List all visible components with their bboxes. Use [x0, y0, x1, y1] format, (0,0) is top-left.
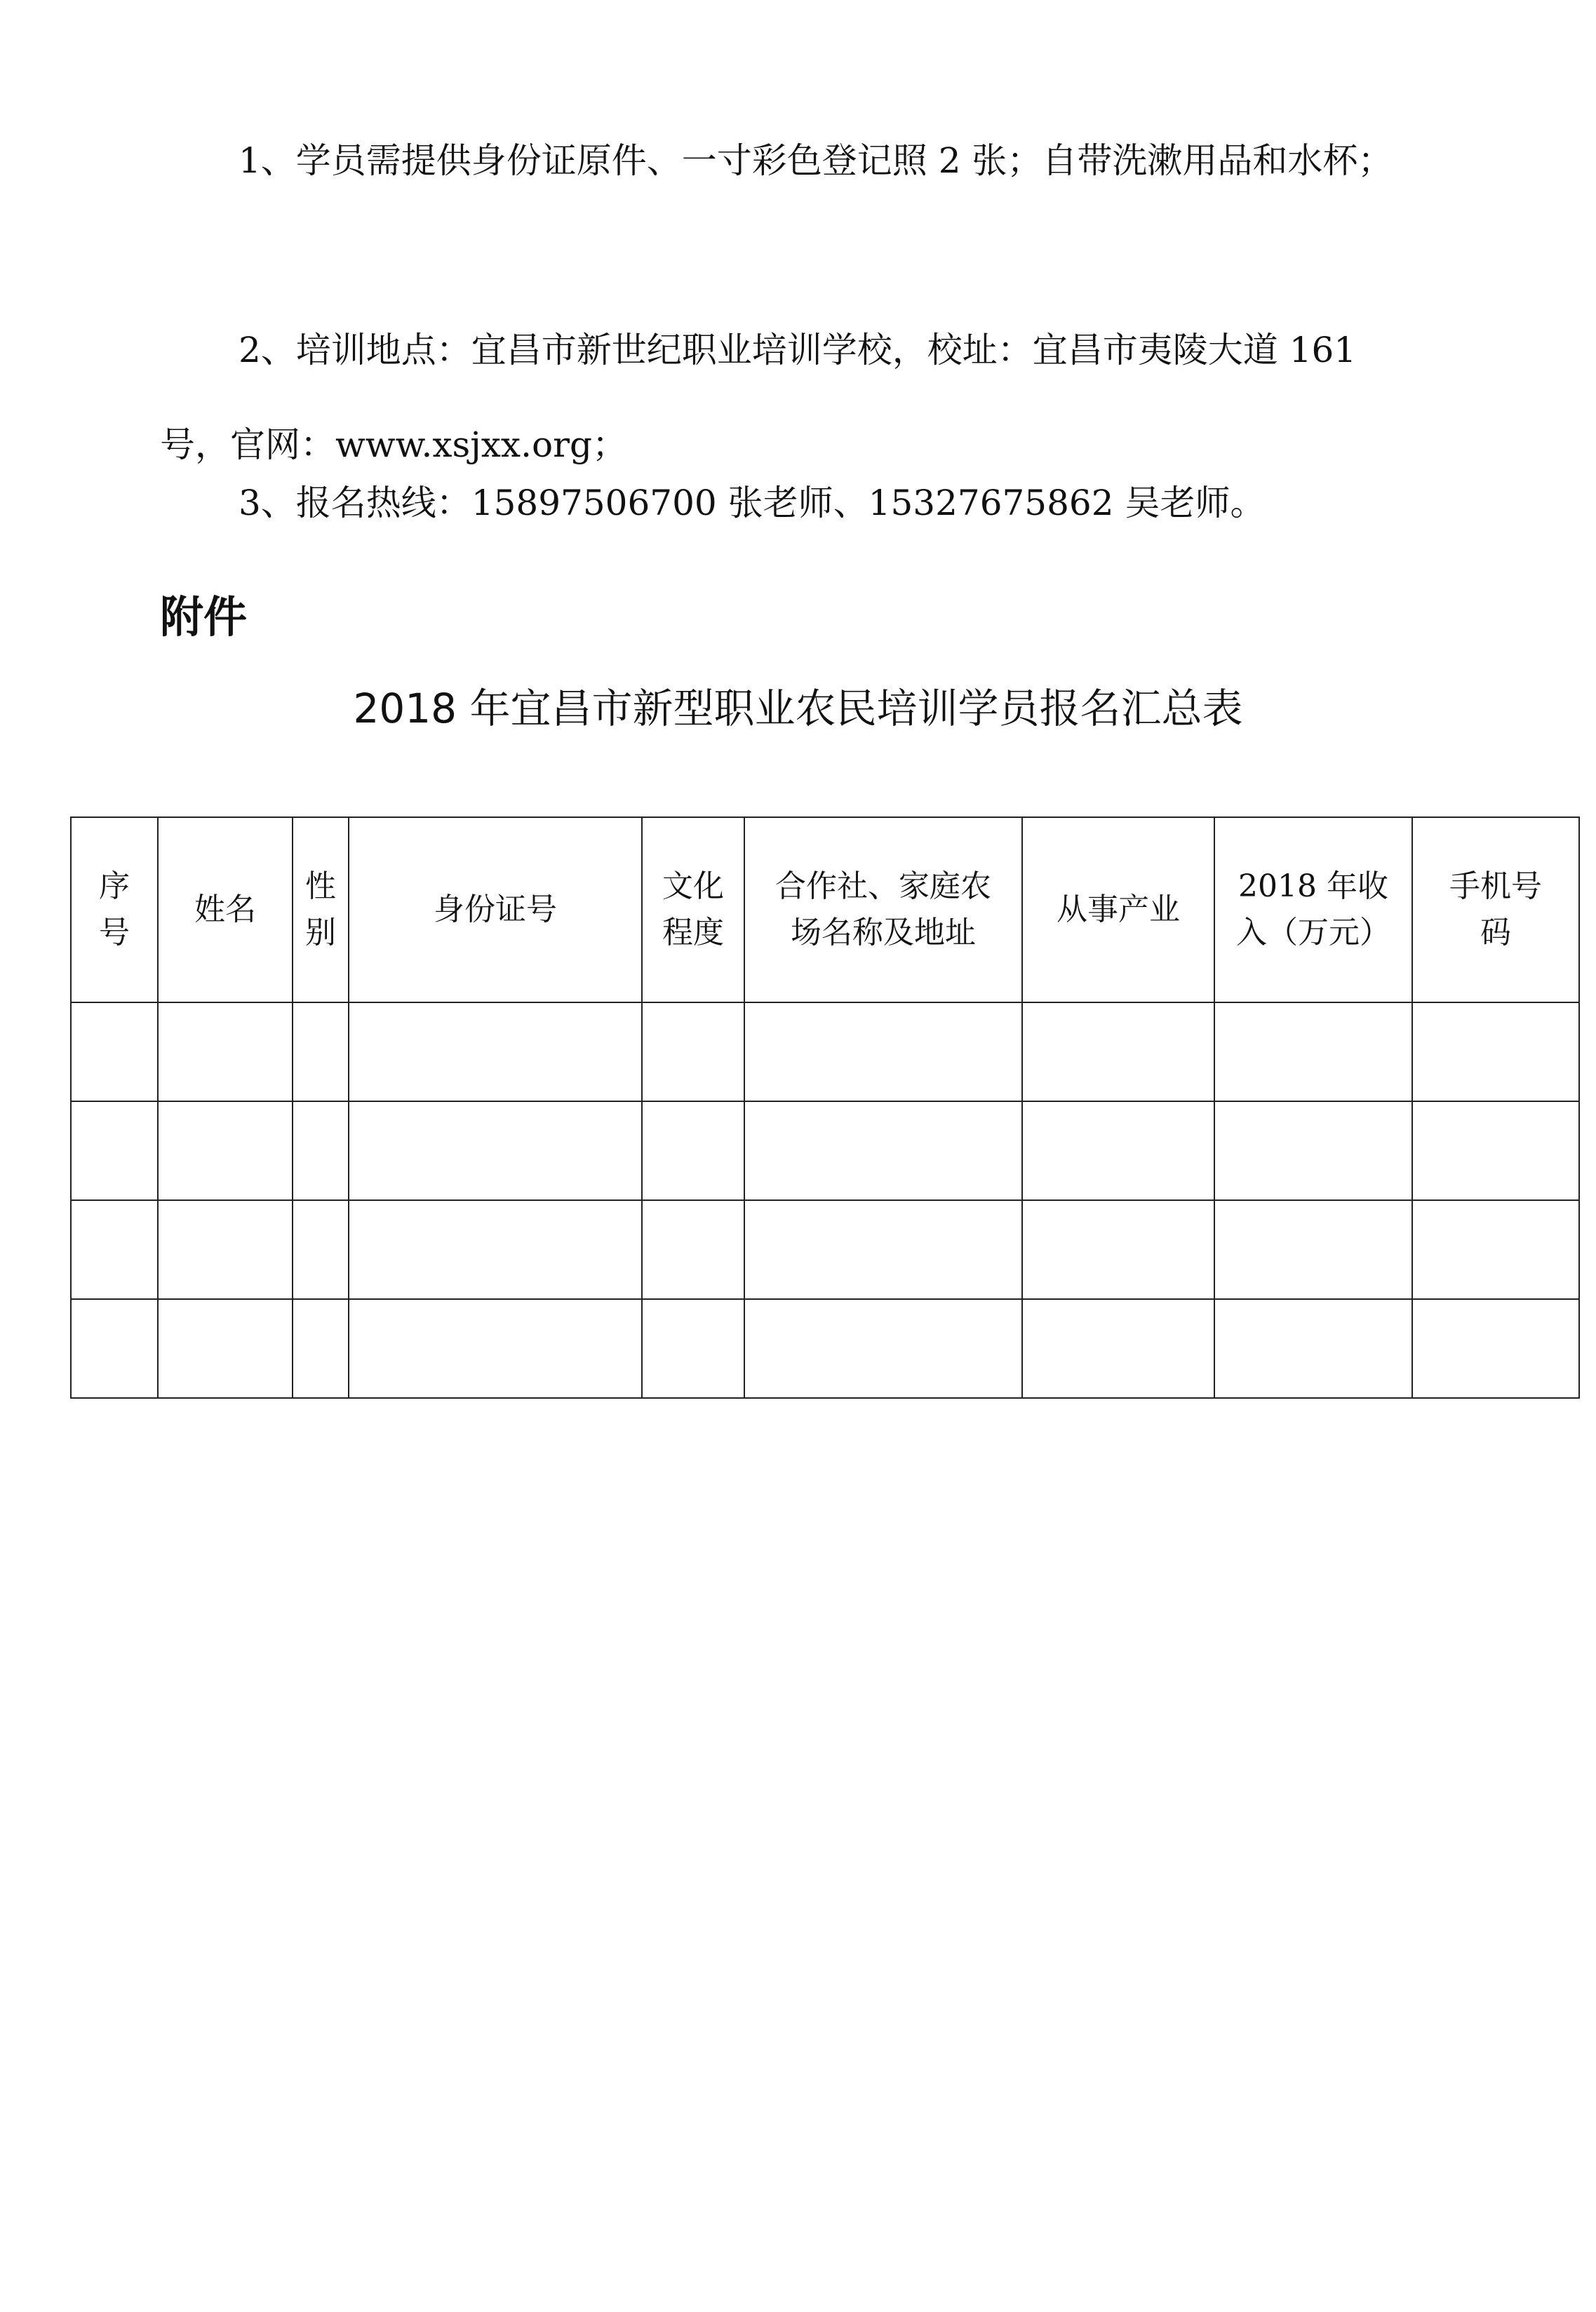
table-cell: [1412, 1200, 1579, 1299]
table-row: [71, 1101, 1579, 1200]
header-coop-farm-text: 合作社、家庭农 场名称及地址: [775, 868, 991, 950]
header-education: [642, 817, 744, 1002]
table-cell: [1412, 1299, 1579, 1398]
table-cell: [349, 1200, 642, 1299]
note-1: 1、学员需提供身份证原件、一寸彩色登记照 2 张；自带洗漱用品和水杯；: [239, 140, 1393, 181]
table-cell: [349, 1299, 642, 1398]
table-cell: [293, 1299, 349, 1398]
header-education-text: 文化 程度: [662, 868, 724, 950]
table-cell: [1214, 1200, 1412, 1299]
table-cell: [158, 1200, 293, 1299]
table-cell: [1022, 1200, 1214, 1299]
table-cell: [349, 1002, 642, 1101]
header-name-text: 姓名: [194, 892, 256, 927]
table-cell: [71, 1299, 158, 1398]
table-cell: [1412, 1101, 1579, 1200]
table-cell: [642, 1200, 744, 1299]
table-cell: [158, 1002, 293, 1101]
header-industry: [1022, 817, 1214, 1002]
table-cell: [293, 1101, 349, 1200]
table-cell: [1214, 1101, 1412, 1200]
header-name: [158, 817, 293, 1002]
header-industry-text: 从事产业: [1057, 892, 1180, 927]
header-id-number: [349, 817, 642, 1002]
table-cell: [293, 1002, 349, 1101]
header-gender-text: 性 别: [305, 868, 336, 950]
table-cell: [293, 1200, 349, 1299]
header-seq: [71, 817, 158, 1002]
table-cell: [1022, 1299, 1214, 1398]
table-cell: [349, 1101, 642, 1200]
table-cell: [642, 1101, 744, 1200]
attachment-label: 附件: [160, 591, 248, 643]
table-row: [71, 1200, 1579, 1299]
registration-table: [70, 816, 1580, 1399]
table-cell: [642, 1299, 744, 1398]
table-cell: [71, 1101, 158, 1200]
note-2: 2、培训地点：宜昌市新世纪职业培训学校，校址：宜昌市夷陵大道 161 号，官网：www.xsjxx.org；: [160, 330, 1357, 465]
header-phone-text: 手机号 码: [1449, 868, 1542, 950]
table-cell: [158, 1101, 293, 1200]
table-cell: [158, 1299, 293, 1398]
table-cell: [744, 1101, 1022, 1200]
table-cell: [642, 1002, 744, 1101]
note-3: 3、报名热线：15897506700 张老师、15327675862 吴老师。: [239, 483, 1266, 523]
header-coop-farm: [744, 817, 1022, 1002]
table-cell: [71, 1200, 158, 1299]
table-cell: [1412, 1002, 1579, 1101]
table-cell: [1214, 1002, 1412, 1101]
table-header-row: [71, 817, 1579, 1002]
table-cell: [744, 1002, 1022, 1101]
header-id-number-text: 身份证号: [434, 892, 557, 927]
table-cell: [1022, 1002, 1214, 1101]
table-cell: [1022, 1101, 1214, 1200]
table-row: [71, 1299, 1579, 1398]
header-seq-text: 序 号: [99, 868, 130, 950]
table-row: [71, 1002, 1579, 1101]
header-gender: [293, 817, 349, 1002]
header-income: [1214, 817, 1412, 1002]
header-phone: [1412, 817, 1579, 1002]
table-cell: [744, 1299, 1022, 1398]
table-cell: [71, 1002, 158, 1101]
table-cell: [1214, 1299, 1412, 1398]
header-income-text: 2018 年收 入（万元）: [1236, 868, 1390, 950]
table-cell: [744, 1200, 1022, 1299]
table-title: 2018 年宜昌市新型职业农民培训学员报名汇总表: [353, 685, 1243, 732]
